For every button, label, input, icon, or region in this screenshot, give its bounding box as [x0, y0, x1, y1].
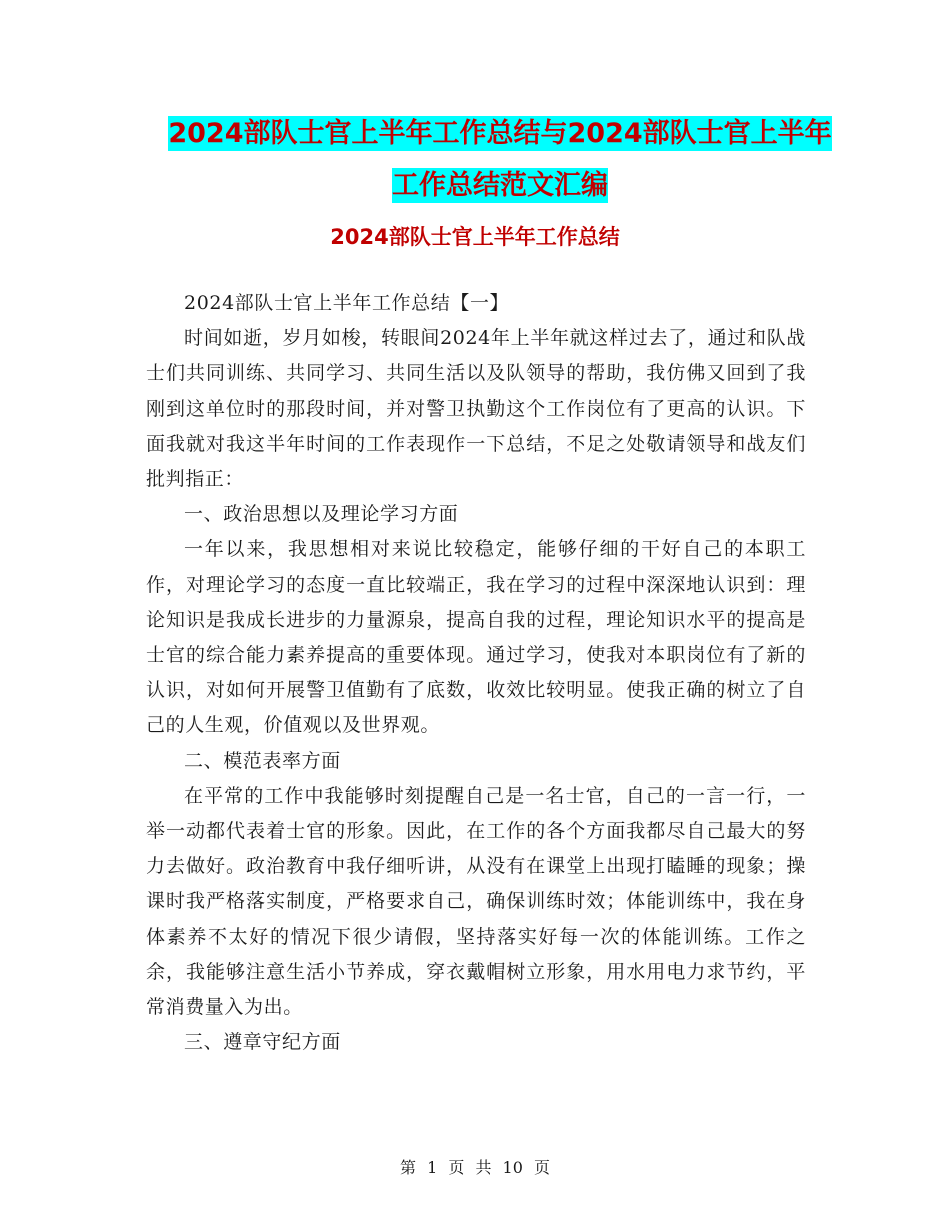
- paragraph-subtitle: 2024部队士官上半年工作总结【一】: [184, 292, 510, 314]
- heading-role-model: 二、模范表率方面: [184, 749, 341, 772]
- paragraph-role-model: 在平常的工作中我能够时刻提醒自己是一名士官，自己的一言一行，一举一动都代表着士官的形象。因此，在工作的各个方面我都尽自己最大的努力去做好。政治教育中我仔细听讲，从没有在课堂上出现打瞌睡的现象；操课时我严格落实制度，严格要求自己，确保训练时效；体能训练中，我在身体素养不太好的情况下很少请假，坚持落实好每一次的体能训练。工作之余，我能够注意生活小节养成，穿衣戴帽树立形象，用水用电力求节约，平常消费量入为出。: [146, 784, 806, 1019]
- page-footer: 第 1 页 共 10 页: [400, 1158, 550, 1177]
- paragraph-intro: 时间如逝，岁月如梭，转眼间2024年上半年就这样过去了，通过和队战士们共同训练、共同学习、共同生活以及队领导的帮助，我仿佛又回到了我刚到这单位时的那段时间，并对警卫执勤这个工作岗位有了更高的认识。下面我就对我这半年时间的工作表现作一下总结，不足之处敬请领导和战友们批判指正：: [146, 327, 806, 491]
- heading-discipline: 三、遵章守纪方面: [184, 1031, 341, 1054]
- heading-political-study: 一、政治思想以及理论学习方面: [184, 503, 459, 526]
- document-title: [140, 108, 860, 212]
- document-title-line-1: 2024部队士官上半年工作总结与2024部队士官上半年: [168, 118, 832, 149]
- section-title: 2024部队士官上半年工作总结: [330, 225, 620, 249]
- document-body: [146, 286, 806, 1060]
- paragraph-political-study: 一年以来，我思想相对来说比较稳定，能够仔细的干好自己的本职工作，对理论学习的态度一直比较端正，我在学习的过程中深深地认识到：理论知识是我成长进步的力量源泉，提高自我的过程，理论知识水平的提高是士官的综合能力素养提高的重要体现。通过学习，使我对本职岗位有了新的认识，对如何开展警卫值勤有了底数，收效比较明显。使我正确的树立了自己的人生观，价值观以及世界观。: [146, 538, 806, 737]
- document-title-line-2: 工作总结范文汇编: [392, 170, 608, 201]
